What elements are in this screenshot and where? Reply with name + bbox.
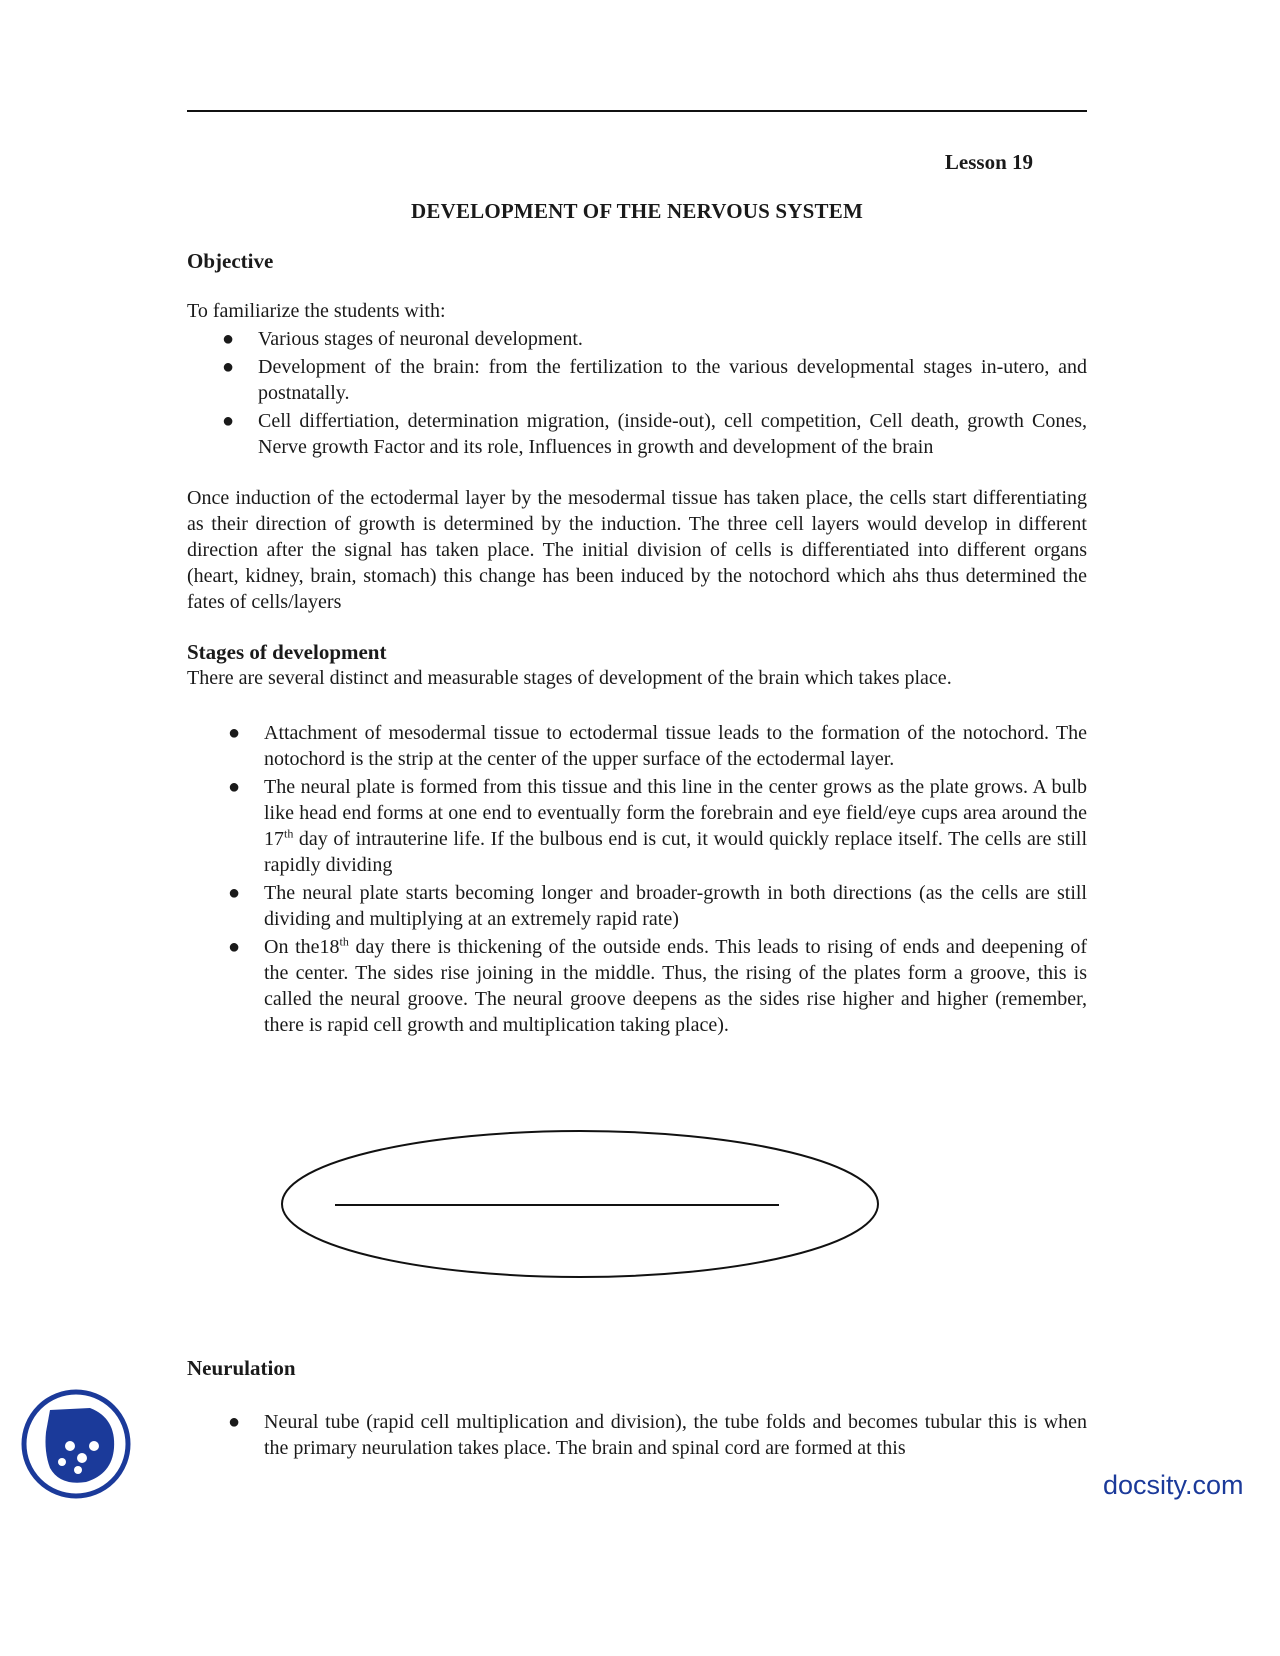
induction-paragraph: Once induction of the ectodermal layer by the mesodermal tissue has taken place, the cells start differentiating as their direction of growth is determined by the induction. The three cell layers would develop in different direction after the signal has taken place. The initial division of cells is differentiated into different organs (heart, kidney, brain, stomach) this change has been induced by the notochord which ahs thus determined the fates of cells/layers xyxy=(187,487,1087,613)
list-item: ● On the18th day there is thickening of the outside ends. This leads to rising of ends and deepening of the center. The sides rise joining in the middle. Thus, the rising of the plates form a groove, this is called the neural groove. The neural groove deepens as the sides rise higher and higher (remember, there is rapid cell growth and multiplication taking place). xyxy=(228,934,1087,1036)
list-item: ● Cell differtiation, determination migration, (inside-out), cell competition, Cell death, growth Cones, Nerve growth Factor and its role, Influences in growth and development of the brain xyxy=(222,410,1087,458)
header-rule xyxy=(187,110,1087,112)
stages-intro: There are several distinct and measurable stages of development of the brain which takes place. xyxy=(187,667,952,689)
docsity-logo-icon xyxy=(20,1388,132,1500)
docsity-watermark[interactable]: docsity.com xyxy=(1103,1470,1244,1500)
list-item: ● Attachment of mesodermal tissue to ectodermal tissue leads to the formation of the notochord. The notochord is the strip at the center of the upper surface of the ectodermal layer. xyxy=(228,722,1087,770)
list-item: ● Various stages of neuronal development. xyxy=(222,328,583,350)
neurulation-list xyxy=(228,1409,1087,1463)
list-item: ● The neural plate is formed from this tissue and this line in the center grows as the plate grows. A bulb like head end forms at one end to eventually form the forebrain and eye field/eye cups area around the 17th day of intrauterine life. If the bulbous end is cut, it would quickly replace itself. The cells are still rapidly dividing xyxy=(228,776,1087,876)
list-item: ● The neural plate starts becoming longer and broader-growth in both directions (as the cells are still dividing and multiplying at an extremely rapid rate) xyxy=(228,882,1087,930)
objective-list xyxy=(222,326,1087,462)
neurulation-heading: Neurulation xyxy=(187,1356,296,1380)
stages-heading: Stages of development xyxy=(187,640,387,664)
lesson-number: Lesson 19 xyxy=(944,150,1033,174)
list-item: ● Development of the brain: from the fertilization to the various developmental stages in-utero, and postnatally. xyxy=(222,356,1087,404)
objective-intro: To familiarize the students with: xyxy=(187,300,446,322)
list-item: ● Neural tube (rapid cell multiplication and division), the tube folds and becomes tubular this is when the primary neurulation takes place. The brain and spinal cord are formed at this xyxy=(228,1411,1087,1459)
stages-list xyxy=(228,720,1087,1040)
neural-plate-diagram xyxy=(279,1126,881,1282)
document-title: DEVELOPMENT OF THE NERVOUS SYSTEM xyxy=(411,199,863,223)
objective-heading: Objective xyxy=(187,249,274,273)
